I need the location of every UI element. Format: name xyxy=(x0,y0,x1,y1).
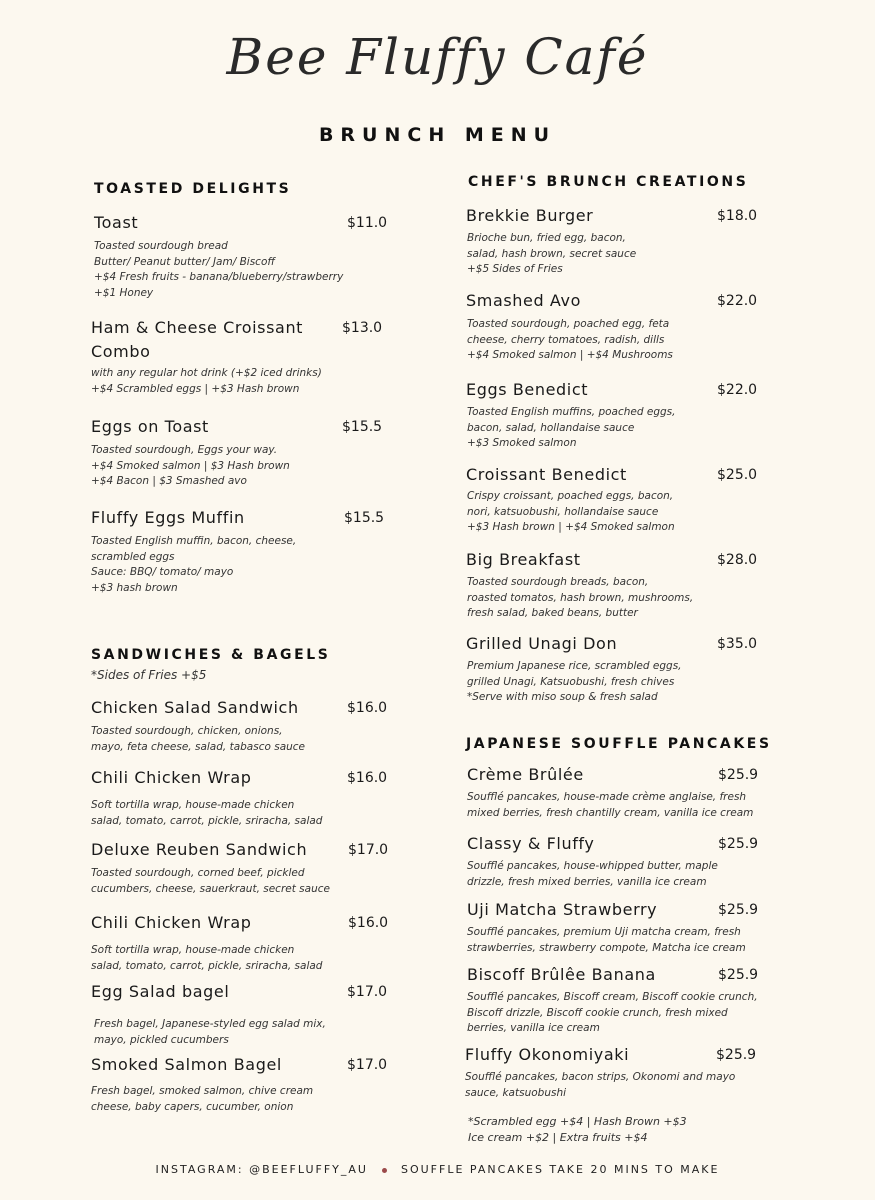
item-price: $22.0 xyxy=(717,293,758,309)
item-description: Soft tortilla wrap, house-made chicken salad, tomato, carrot, pickle, sriracha, salad xyxy=(91,944,323,972)
item-description: Soufflé pancakes, Biscoff cream, Biscoff cookie crunch, Biscoff drizzle, Biscoff cookie crunch, fresh mixed berries, vanilla ice cream xyxy=(467,991,758,1034)
section-title-japanese-souffle-pancakes: JAPANESE SOUFFLE PANCAKES xyxy=(466,736,772,752)
item-name: Chili Chicken Wrap xyxy=(91,913,252,932)
item-name: Eggs Benedict xyxy=(466,380,589,399)
item-name: Biscoff Brûlêe Banana xyxy=(467,965,656,984)
separator-dot-icon xyxy=(382,1168,387,1173)
item-price: $25.9 xyxy=(718,902,759,918)
item-price: $11.0 xyxy=(347,215,388,231)
item-description: Soufflé pancakes, house-made crème anglaise, fresh mixed berries, fresh chantilly cream, vanilla ice cream xyxy=(467,791,754,819)
item-description: Crispy croissant, poached eggs, bacon, nori, katsuobushi, hollandaise sauce +$3 Hash brown | +$4 Smoked salmon xyxy=(467,490,675,533)
item-name: Deluxe Reuben Sandwich xyxy=(91,840,308,859)
item-name: Brekkie Burger xyxy=(466,206,594,225)
item-description: Soufflé pancakes, bacon strips, Okonomi and mayo sauce, katsuobushi xyxy=(465,1071,736,1099)
item-name: Chicken Salad Sandwich xyxy=(91,698,299,717)
item-price: $25.9 xyxy=(718,836,759,852)
item-price: $35.0 xyxy=(717,636,758,652)
section-note: *Sides of Fries +$5 xyxy=(91,668,207,682)
item-name-line-2: Combo xyxy=(91,342,151,361)
item-description: Toasted English muffin, bacon, cheese, scrambled eggs Sauce: BBQ/ tomato/ mayo +$3 hash brown xyxy=(91,535,297,594)
item-price: $18.0 xyxy=(717,208,758,224)
item-name: Crème Brûlée xyxy=(467,765,584,784)
item-description: Toasted sourdough, Eggs your way. +$4 Smoked salmon | $3 Hash brown +$4 Bacon | $3 Smashed avo xyxy=(91,444,290,487)
item-name: Classy & Fluffy xyxy=(467,834,595,853)
item-name: Fluffy Okonomiyaki xyxy=(465,1045,630,1064)
item-name: Grilled Unagi Don xyxy=(466,634,618,653)
pancake-extras-note: *Scrambled egg +$4 | Hash Brown +$3 Ice cream +$2 | Extra fruits +$4 xyxy=(468,1115,687,1144)
item-description: Toasted English muffins, poached eggs, bacon, salad, hollandaise sauce +$3 Smoked salmon xyxy=(467,406,676,449)
item-price: $25.9 xyxy=(718,767,759,783)
item-price: $17.0 xyxy=(347,984,388,1000)
item-name: Fluffy Eggs Muffin xyxy=(91,508,245,527)
item-description: Premium Japanese rice, scrambled eggs, grilled Unagi, Katsuobushi, fresh chives *Serve with miso soup & fresh salad xyxy=(467,660,682,703)
item-name: Eggs on Toast xyxy=(91,417,209,436)
item-description: Fresh bagel, smoked salmon, chive cream cheese, baby capers, cucumber, onion xyxy=(91,1085,314,1113)
section-title-sandwiches-bagels: SANDWICHES & BAGELS xyxy=(91,647,331,663)
section-title-chefs-brunch-creations: CHEF'S BRUNCH CREATIONS xyxy=(468,174,749,190)
section-title-toasted-delights: TOASTED DELIGHTS xyxy=(94,181,292,197)
item-price: $13.0 xyxy=(342,320,383,336)
item-name: Chili Chicken Wrap xyxy=(91,768,252,787)
item-name: Smoked Salmon Bagel xyxy=(91,1055,282,1074)
menu-subtitle: BRUNCH MENU xyxy=(318,124,557,146)
item-description: Brioche bun, fried egg, bacon, salad, hash brown, secret sauce +$5 Sides of Fries xyxy=(467,232,637,275)
cafe-logo-title: Bee Fluffy Café xyxy=(226,28,649,86)
item-description: Toasted sourdough, poached egg, feta cheese, cherry tomatoes, radish, dills +$4 Smoked salmon | +$4 Mushrooms xyxy=(467,318,673,361)
item-description: Fresh bagel, Japanese-styled egg salad mix, mayo, pickled cucumbers xyxy=(94,1018,326,1046)
item-price: $22.0 xyxy=(717,382,758,398)
item-description: Soufflé pancakes, premium Uji matcha cream, fresh strawberries, strawberry compote, Matcha ice cream xyxy=(467,926,746,954)
item-name: Uji Matcha Strawberry xyxy=(467,900,658,919)
item-description: Soufflé pancakes, house-whipped butter, maple drizzle, fresh mixed berries, vanilla ice cream xyxy=(467,860,718,888)
item-name: Egg Salad bagel xyxy=(91,982,230,1001)
item-price: $16.0 xyxy=(347,770,388,786)
item-name: Croissant Benedict xyxy=(466,465,627,484)
item-price: $16.0 xyxy=(347,700,388,716)
item-description: with any regular hot drink (+$2 iced drinks) +$4 Scrambled eggs | +$3 Hash brown xyxy=(91,367,322,395)
item-price: $17.0 xyxy=(348,842,389,858)
instagram-handle: INSTAGRAM: @BEEFLUFFY_AU xyxy=(155,1163,368,1176)
item-price: $25.9 xyxy=(718,967,759,983)
item-description: Toasted sourdough, corned beef, pickled cucumbers, cheese, sauerkraut, secret sauce xyxy=(91,867,330,895)
item-name: Toast xyxy=(94,213,139,232)
item-description: Toasted sourdough breads, bacon, roasted tomatos, hash brown, mushrooms, fresh salad, baked beans, butter xyxy=(467,576,694,619)
item-price: $15.5 xyxy=(342,419,383,435)
item-price: $25.9 xyxy=(716,1047,757,1063)
item-price: $25.0 xyxy=(717,467,758,483)
item-price: $28.0 xyxy=(717,552,758,568)
item-price: $16.0 xyxy=(348,915,389,931)
item-price: $15.5 xyxy=(344,510,385,526)
item-name: Ham & Cheese Croissant xyxy=(91,318,304,337)
footer-note: SOUFFLE PANCAKES TAKE 20 MINS TO MAKE xyxy=(400,1163,720,1176)
item-name: Big Breakfast xyxy=(466,550,581,569)
item-price: $17.0 xyxy=(347,1057,388,1073)
item-description: Toasted sourdough, chicken, onions, mayo, feta cheese, salad, tabasco sauce xyxy=(91,725,306,753)
item-name: Smashed Avo xyxy=(466,291,581,310)
item-description: Soft tortilla wrap, house-made chicken salad, tomato, carrot, pickle, sriracha, salad xyxy=(91,799,323,827)
item-description: Toasted sourdough bread Butter/ Peanut butter/ Jam/ Biscoff +$4 Fresh fruits - banana/blueberry/strawberry +$1 Honey xyxy=(94,240,344,299)
footer xyxy=(0,1163,875,1176)
